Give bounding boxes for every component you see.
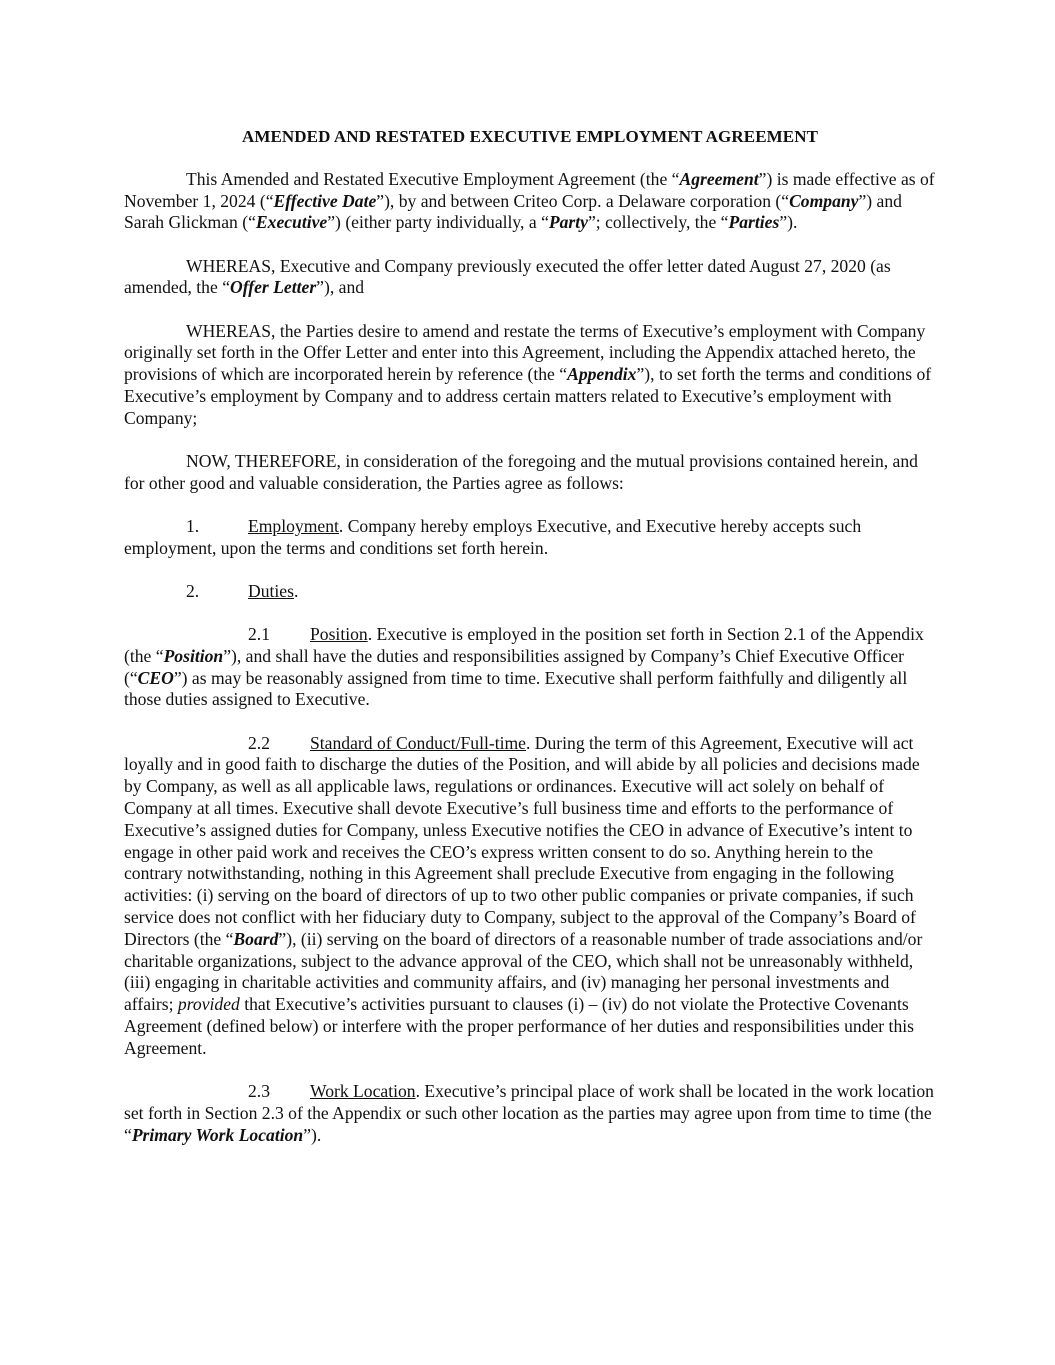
text: ”), to set forth the terms and conditions of Executive’s employment by Company and to address certain matters related to Executive’s employment with Company; xyxy=(124,364,932,428)
document-page xyxy=(124,126,936,1168)
text: ”; collectively, the “ xyxy=(587,212,729,233)
now-therefore-paragraph: NOW, THEREFORE, in consideration of the foregoing and the mutual provisions contained herein, and for other good and valuable consideration, the Parties agree as follows: xyxy=(124,450,918,493)
text: ”), and shall have the duties and responsibilities assigned by Company’s Chief Executive Officer (“ xyxy=(124,645,904,688)
section-heading: Employment xyxy=(248,515,339,536)
defined-term: Executive xyxy=(255,212,328,233)
text: ”) as may be reasonably assigned from time to time. Executive shall perform faithfully and diligently all those duties assigned to Executive. xyxy=(124,667,908,710)
defined-term: Board xyxy=(233,928,279,949)
text: WHEREAS, the Parties desire to amend and restate the terms of Executive’s employment with Company originally set forth in the Offer Letter and enter into this Agreement, including the Appendix attached hereto, the provisions of which are incorporated herein by reference (the “ xyxy=(124,320,926,385)
section-number: 2. xyxy=(186,580,200,601)
text: WHEREAS, Executive and Company previously executed the offer letter dated August 27, 2020 (as amended, the “ xyxy=(124,255,891,298)
text: ”), by and between Criteo Corp. a Delaware corporation (“ xyxy=(376,190,790,211)
section-heading: Work Location xyxy=(310,1081,416,1102)
defined-term: Party xyxy=(548,212,588,233)
text: that Executive’s activities pursuant to clauses (i) – (iv) do not violate the Protective Covenants Agreement (defined below) or interfere with the proper performance of her duties and responsibilities under this Agreement. xyxy=(124,994,914,1058)
text: . Executive is employed in the position set forth in Section 2.1 of the Appendix (the “ xyxy=(124,624,924,666)
defined-term: Company xyxy=(789,190,859,211)
section-2 xyxy=(124,581,936,603)
italic-term: provided xyxy=(177,994,240,1015)
section-number: 1. xyxy=(186,515,200,536)
text: ”) and Sarah Glickman (“ xyxy=(124,190,902,233)
text: . Executive’s principal place of work shall be located in the work location set forth in Section 2.3 of the Appendix or such other location as the parties may agree upon from time to time (the “ xyxy=(124,1081,934,1145)
text: ”), and xyxy=(316,277,365,298)
section-heading: Standard of Conduct/Full-time xyxy=(310,732,526,753)
document-title: AMENDED AND RESTATED EXECUTIVE EMPLOYMENT AGREEMENT xyxy=(241,127,819,146)
section-1 xyxy=(124,516,936,560)
text: . During the term of this Agreement, Executive will act loyally and in good faith to discharge the duties of the Position, and will abide by all policies and decisions made by Company, as well as all applicable laws, regulations or ordinances. Executive will act solely on behalf of Company at all times. Executive shall devote Executive’s full business time and efforts to the performance of Executive’s assigned duties for Company, unless Executive notifies the CEO in advance of Executive’s intent to engage in other paid work and receives the CEO’s express written consent to do so. Anything herein to the contrary notwithstanding, nothing in this Agreement shall preclude Executive from engaging in the following activities: (i) serving on the board of directors of up to two other public companies or private companies, if such service does not conflict with her fiduciary duty to Company, subject to the approval of the Company’s Board of Directors (the “ xyxy=(124,732,920,949)
text: . xyxy=(293,580,299,601)
text: ”), (ii) serving on the board of directors of a reasonable number of trade associations and/or charitable organizations, subject to the advance approval of the CEO, which shall not be unreasonably withheld, (iii) engaging in charitable activities and community affairs, and (iv) managing her personal investments and affairs; xyxy=(124,928,923,1015)
text: ”). xyxy=(303,1124,322,1145)
section-number: 2.2 xyxy=(248,732,270,753)
whereas-paragraph-1 xyxy=(124,256,936,300)
defined-term: Effective Date xyxy=(273,190,377,211)
section-2-3 xyxy=(124,1081,936,1146)
section-2-1 xyxy=(124,624,936,711)
text: ”) is made effective as of November 1, 2024 (“ xyxy=(124,168,935,211)
text: This Amended and Restated Executive Employment Agreement (the “ xyxy=(186,168,680,189)
section-number: 2.1 xyxy=(248,624,270,645)
text: ”). xyxy=(779,212,798,233)
whereas-paragraph-2 xyxy=(124,321,936,430)
text: ”) (either party individually, a “ xyxy=(327,212,549,233)
section-number: 2.3 xyxy=(248,1081,270,1102)
defined-term: Offer Letter xyxy=(230,277,317,298)
section-heading: Duties xyxy=(248,580,294,601)
defined-term: Parties xyxy=(728,212,780,233)
section-2-2 xyxy=(124,733,936,1060)
section-heading: Position xyxy=(310,624,368,645)
intro-paragraph xyxy=(124,169,936,234)
defined-term: Position xyxy=(163,645,224,666)
defined-term: Appendix xyxy=(567,364,637,385)
defined-term: Primary Work Location xyxy=(131,1124,304,1145)
defined-term: CEO xyxy=(137,667,174,688)
text: . Company hereby employs Executive, and Executive hereby accepts such employment, upon the terms and conditions set forth herein. xyxy=(124,515,862,558)
defined-term: Agreement xyxy=(679,168,759,189)
